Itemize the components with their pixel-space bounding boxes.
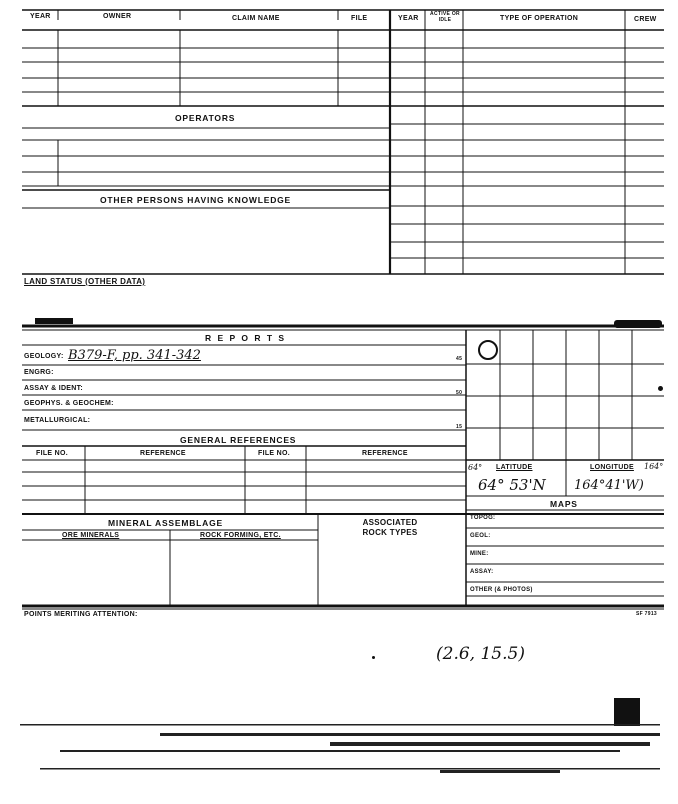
crew-header: CREW <box>634 16 657 23</box>
general-references-title: GENERAL REFERENCES <box>180 435 297 445</box>
file-no-header-2: FILE NO. <box>258 450 290 457</box>
form-number: SF 7913 <box>636 611 658 617</box>
assay-ident-label: ASSAY & IDENT: <box>24 385 84 392</box>
metallurgical-label: METALLURGICAL: <box>24 417 91 424</box>
scan-dot <box>658 386 663 391</box>
rock-forming-header: ROCK FORMING, ETC. <box>200 532 281 539</box>
lon-suffix-note: 164° <box>644 462 664 471</box>
year-header: YEAR <box>30 13 51 20</box>
metallurgical-num: 15 <box>456 424 463 430</box>
map-topog: TOPOG: <box>470 515 496 521</box>
grid-circle-mark <box>478 340 498 360</box>
geology-label: GEOLOGY: <box>24 353 64 360</box>
engrg-label: ENGRG: <box>24 369 54 376</box>
map-mine: MINE: <box>470 551 489 557</box>
ore-minerals-header: ORE MINERALS <box>62 532 120 539</box>
map-other: OTHER (& PHOTOS) <box>470 587 533 593</box>
operators-label: OPERATORS <box>175 113 236 123</box>
geology-num: 45 <box>456 356 463 362</box>
map-geol: GEOL: <box>470 533 491 539</box>
other-persons-label: OTHER PERSONS HAVING KNOWLEDGE <box>100 195 292 205</box>
file-no-header: FILE NO. <box>36 450 68 457</box>
file-header: FILE <box>351 15 368 22</box>
longitude-value: 164°41'W) <box>574 478 644 493</box>
latitude-label: LATITUDE <box>496 464 533 471</box>
points-meriting-attention: POINTS MERITING ATTENTION: <box>24 611 138 618</box>
coordinates-note: (2.6, 15.5) <box>436 644 525 664</box>
map-assay: ASSAY: <box>470 569 494 575</box>
reports-title: R E P O R T S <box>205 333 287 343</box>
owner-header: OWNER <box>103 13 132 20</box>
lat-prefix-note: 64° <box>468 463 483 472</box>
mineral-assemblage-title: MINERAL ASSEMBLAGE <box>108 518 223 528</box>
reference-header: REFERENCE <box>140 450 186 457</box>
claim-name-header: CLAIM NAME <box>232 15 280 22</box>
geology-entry: B379-F, pp. 341-342 <box>68 348 201 363</box>
year2-header: YEAR <box>398 15 419 22</box>
type-of-operation-header: TYPE OF OPERATION <box>500 15 579 22</box>
assay-num: 50 <box>456 390 463 396</box>
associated-rock-types-header: ASSOCIATED ROCK TYPES <box>362 518 418 537</box>
land-status-label: LAND STATUS (OTHER DATA) <box>24 277 146 286</box>
geophys-label: GEOPHYS. & GEOCHEM: <box>24 400 114 407</box>
active-or-idle-header: ACTIVE OR IDLE <box>430 11 460 23</box>
latitude-value: 64° 53'N <box>478 476 546 494</box>
longitude-label: LONGITUDE <box>590 464 634 471</box>
maps-title: MAPS <box>550 499 578 509</box>
pencil-dot <box>372 656 375 659</box>
reference-header-2: REFERENCE <box>362 450 408 457</box>
